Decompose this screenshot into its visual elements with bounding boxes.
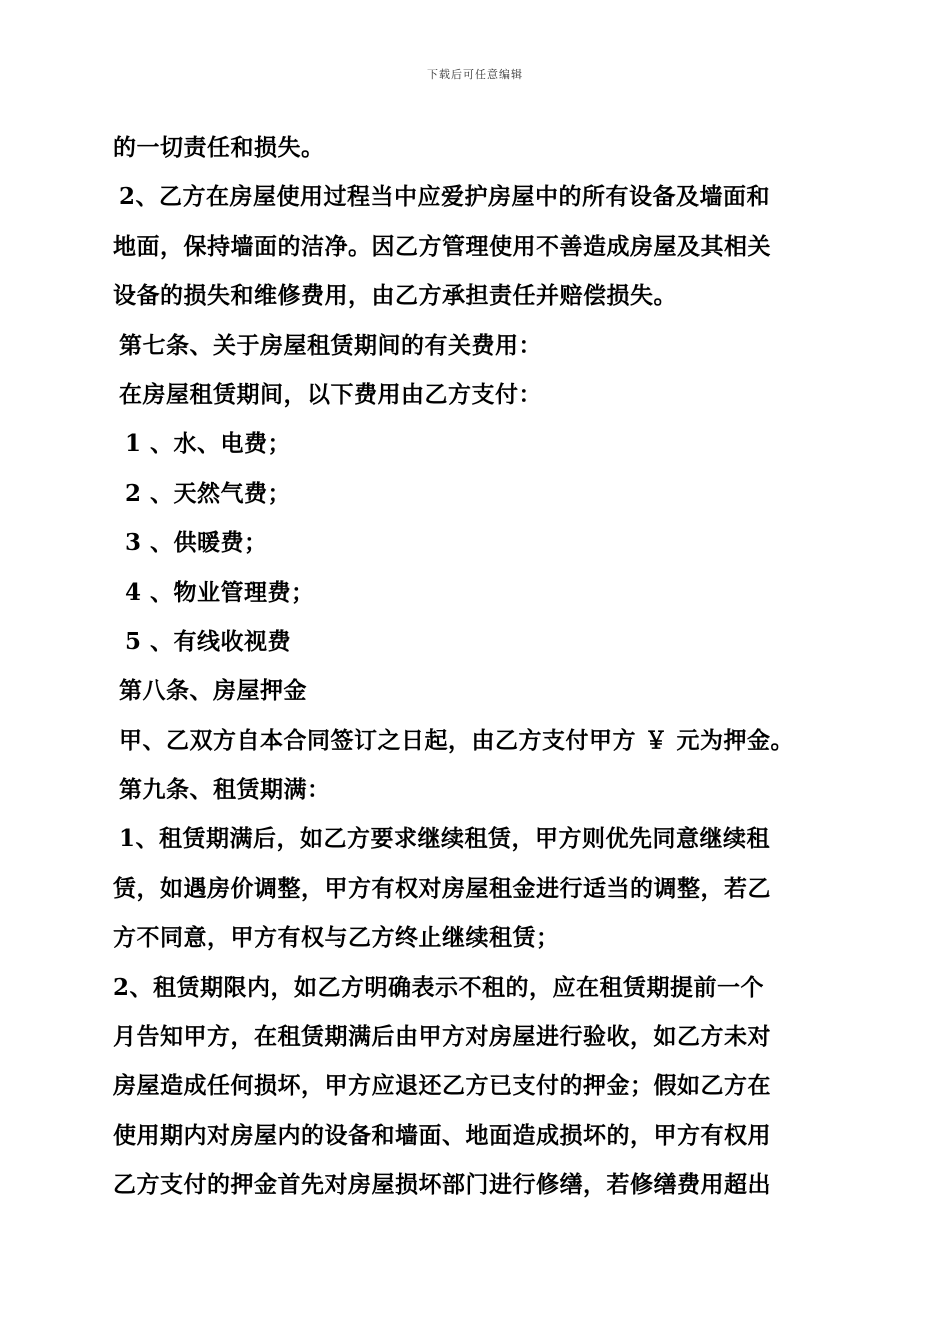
document-body	[113, 123, 843, 1210]
paragraph-line: 甲、乙双方自本合同签订之日起，由乙方支付甲方 ￥ 元为押金。	[119, 726, 795, 754]
paragraph-line: 2、乙方在房屋使用过程当中应爱护房屋中的所有设备及墙面和	[119, 183, 771, 211]
list-item: 1 、水、电费；	[125, 430, 292, 458]
paragraph-line: 月告知甲方，在租赁期满后由甲方对房屋进行验收，如乙方未对	[113, 1023, 771, 1051]
paragraph-line: 使用期内对房屋内的设备和墙面、地面造成损坏的，甲方有权用	[113, 1121, 771, 1149]
paragraph-line: 房屋造成任何损坏，甲方应退还乙方已支付的押金；假如乙方在	[113, 1072, 771, 1100]
paragraph-line: 在房屋租赁期间，以下费用由乙方支付：	[119, 380, 542, 408]
list-item: 2 、天然气费；	[125, 479, 292, 507]
section-heading-article-7: 第七条、关于房屋租赁期间的有关费用：	[119, 331, 542, 359]
section-heading-article-8: 第八条、房屋押金	[119, 677, 307, 705]
list-item: 5 、有线收视费	[125, 627, 292, 655]
paragraph-line: 赁，如遇房价调整，甲方有权对房屋租金进行适当的调整，若乙	[113, 874, 771, 902]
paragraph-line: 1、租赁期满后，如乙方要求继续租赁，甲方则优先同意继续租	[119, 825, 771, 853]
paragraph-line: 设备的损失和维修费用，由乙方承担责任并赔偿损失。	[113, 282, 677, 310]
paragraph-line: 地面，保持墙面的洁净。因乙方管理使用不善造成房屋及其相关	[113, 232, 771, 260]
header-note: 下载后可任意编辑	[427, 68, 523, 81]
section-heading-article-9: 第九条、租赁期满：	[119, 776, 331, 804]
list-item: 4 、物业管理费；	[125, 578, 315, 606]
paragraph-line: 的一切责任和损失。	[113, 134, 325, 161]
paragraph-line: 2、租赁期限内，如乙方明确表示不租的，应在租赁期提前一个	[113, 973, 765, 1001]
list-item: 3 、供暖费；	[125, 529, 268, 557]
paragraph-line: 方不同意，甲方有权与乙方终止继续租赁；	[113, 924, 560, 952]
paragraph-line: 乙方支付的押金首先对房屋损坏部门进行修缮，若修缮费用超出	[113, 1171, 771, 1199]
